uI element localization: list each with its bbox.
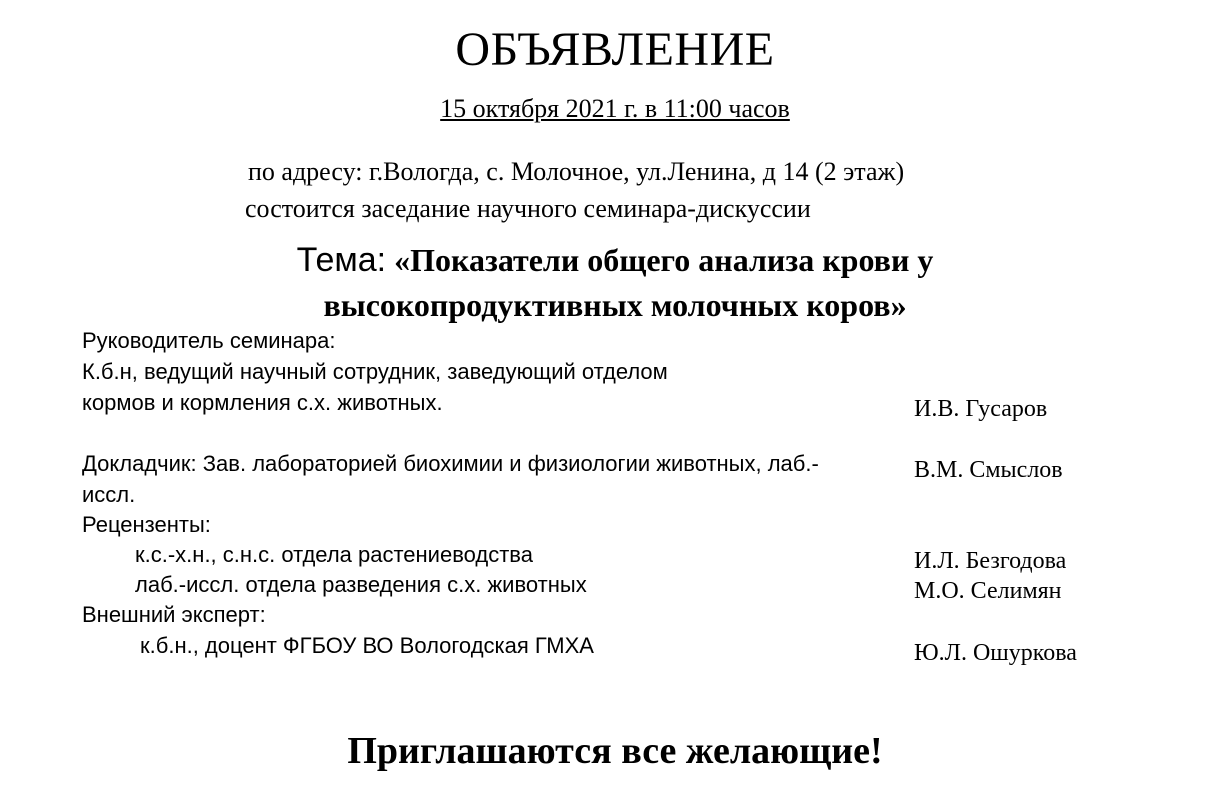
- external-expert-name: Ю.Л. Ошуркова: [914, 640, 1077, 666]
- speaker-line-1: Докладчик: Зав. лабораторией биохимии и физиологии животных, лаб.-: [82, 451, 819, 476]
- topic-title-part-1: «Показатели общего анализа крови у: [394, 242, 934, 278]
- reviewer-1-description: к.с.-х.н., с.н.с. отдела растениеводства: [135, 542, 533, 567]
- invitation-footer: Приглашаются все желающие!: [347, 730, 883, 772]
- leader-description-line-2: кормов и кормления с.х. животных.: [82, 390, 443, 415]
- leader-heading: Руководитель семинара:: [82, 328, 336, 353]
- topic-line-1: [0, 240, 1230, 280]
- topic-label: Тема:: [296, 241, 387, 279]
- reviewers-heading: Рецензенты:: [82, 512, 211, 537]
- speaker-line-2: иссл.: [82, 482, 136, 507]
- topic-title-part-2: высокопродуктивных молочных коров»: [323, 287, 907, 323]
- speaker-name: В.М. Смыслов: [914, 457, 1063, 483]
- page-title: ОБЪЯВЛЕНИЕ: [455, 23, 775, 76]
- external-expert-heading: Внешний эксперт:: [82, 602, 266, 627]
- leader-description-line-1: К.б.н, ведущий научный сотрудник, заведующий отделом: [82, 359, 668, 384]
- reviewer-1-name: И.Л. Безгодова: [914, 548, 1067, 574]
- event-description: состоится заседание научного семинара-дискуссии: [245, 194, 811, 223]
- leader-name: И.В. Гусаров: [914, 396, 1048, 422]
- reviewer-2-name: М.О. Селимян: [914, 578, 1062, 604]
- external-expert-description: к.б.н., доцент ФГБОУ ВО Вологодская ГМХА: [140, 633, 594, 658]
- event-address: по адресу: г.Вологда, с. Молочное, ул.Ленина, д 14 (2 этаж): [248, 157, 905, 186]
- event-date: 15 октября 2021 г. в 11:00 часов: [440, 94, 790, 123]
- reviewer-2-description: лаб.-иссл. отдела разведения с.х. животных: [135, 572, 587, 597]
